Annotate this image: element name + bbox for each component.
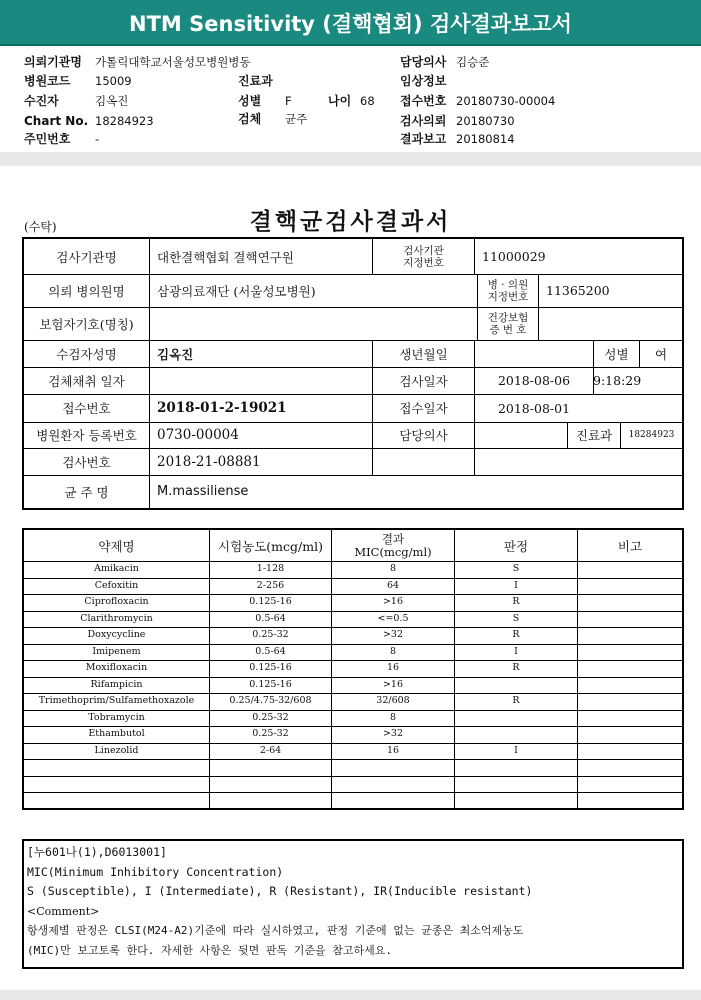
test-date-label: 검사일자 bbox=[399, 373, 448, 389]
patient-name-label: 수검자성명 bbox=[56, 346, 117, 362]
title-bar bbox=[0, 0, 701, 46]
specimen-label: 검체 bbox=[238, 112, 262, 126]
result-judge-cell: I bbox=[514, 745, 518, 756]
request-label: 검사의뢰 bbox=[400, 114, 447, 128]
note-mic-definition: MIC(Minimum Inhibitory Concentration) bbox=[27, 864, 284, 879]
result-drug-cell: Doxycycline bbox=[87, 629, 146, 640]
result-mic-cell: 16 bbox=[386, 745, 400, 756]
result-conc-cell: 2-256 bbox=[256, 580, 285, 591]
result-conc-cell: 0.125-16 bbox=[249, 662, 292, 673]
sutak-label: (수탁) bbox=[24, 220, 57, 234]
test-no-value: 2018-21-08881 bbox=[157, 453, 261, 470]
collector-label: 수진자 bbox=[24, 94, 59, 108]
result-conc-cell: 0.25-32 bbox=[252, 629, 289, 640]
hospital-code-value: 15009 bbox=[95, 74, 132, 88]
result-judge-cell: R bbox=[512, 662, 520, 673]
test-time-value: 9:18:29 bbox=[593, 373, 642, 388]
patient-name-value: 김옥진 bbox=[157, 346, 194, 362]
request-value: 20180730 bbox=[456, 114, 515, 128]
result-conc-cell: 0.125-16 bbox=[249, 596, 292, 607]
note-comment-2: (MIC)만 보고토록 한다. 자세한 사항은 뒷면 판독 기준을 참고하세요. bbox=[27, 943, 392, 957]
hosp-code-label-1: 병 · 의원 bbox=[487, 278, 529, 291]
resident-value: - bbox=[95, 132, 100, 146]
age-value: 68 bbox=[360, 94, 375, 108]
hosp-code-value: 11365200 bbox=[546, 283, 610, 298]
lab-code-value: 11000029 bbox=[482, 249, 546, 264]
result-judge-cell: R bbox=[512, 629, 520, 640]
sex-label-cell: 성별 bbox=[604, 346, 629, 362]
receipt-value: 2018-01-2-19021 bbox=[157, 400, 287, 416]
doctor-cell-label: 담당의사 bbox=[399, 428, 448, 443]
result-drug-cell: Moxifloxacin bbox=[85, 662, 148, 673]
institution-value: 가톨릭대학교서울성모병원병동 bbox=[95, 55, 251, 69]
note-code: [누601나(1),D6013001] bbox=[27, 845, 167, 859]
strain-value: M.massiliense bbox=[157, 484, 249, 499]
result-drug-cell: Ciprofloxacin bbox=[84, 596, 149, 607]
institution-label: 의뢰기관명 bbox=[24, 55, 82, 69]
result-mic-cell: >16 bbox=[382, 679, 404, 690]
doctor-label: 담당의사 bbox=[400, 55, 447, 69]
result-judge-cell: S bbox=[512, 563, 520, 574]
result-conc-cell: 1-128 bbox=[256, 563, 285, 574]
strain-label: 균 주 명 bbox=[64, 484, 109, 500]
result-judge-cell bbox=[455, 726, 577, 742]
dept-value-cell: 18284923 bbox=[628, 430, 675, 440]
result-conc-cell: 0.5-64 bbox=[255, 613, 286, 624]
col-mic-header-1: 결과 bbox=[381, 531, 405, 546]
results-table bbox=[22, 528, 684, 810]
result-drug-cell: Rifampicin bbox=[90, 679, 143, 690]
result-drug-cell: Clarithromycin bbox=[80, 613, 153, 624]
result-mic-cell: >32 bbox=[382, 728, 404, 739]
lab-name-label: 검사기관명 bbox=[56, 249, 117, 265]
info-table bbox=[22, 237, 684, 510]
bottom-band bbox=[0, 990, 701, 1000]
result-mic-cell: <=0.5 bbox=[377, 613, 409, 624]
result-drug-cell: Imipenem bbox=[92, 646, 141, 657]
chart-label: Chart No. bbox=[24, 114, 89, 128]
result-judge-cell: S bbox=[512, 613, 520, 624]
specimen-value: 균주 bbox=[285, 112, 308, 126]
sex-value-cell: 여 bbox=[654, 346, 668, 362]
result-judge-cell: R bbox=[512, 596, 520, 607]
health-ins-label-1: 건강보험 bbox=[487, 311, 529, 324]
receipt-date-value: 2018-08-01 bbox=[497, 400, 571, 416]
result-conc-cell: 2-64 bbox=[259, 745, 282, 756]
result-mic-cell: 8 bbox=[389, 646, 397, 657]
col-conc-header: 시험농도(mcg/ml) bbox=[218, 538, 323, 554]
resident-label: 주민번호 bbox=[24, 132, 71, 146]
req-hospital-label: 의뢰 병의원명 bbox=[48, 283, 125, 299]
receipt-no-label: 접수번호 bbox=[400, 94, 447, 108]
result-conc-cell: 0.25/4.75-32/608 bbox=[229, 695, 312, 706]
clinical-label: 임상정보 bbox=[400, 74, 447, 88]
reg-no-value: 0730-00004 bbox=[157, 427, 239, 443]
notes-box bbox=[22, 839, 684, 969]
result-drug-cell: Trimethoprim/Sulfamethoxazole bbox=[38, 695, 195, 706]
age-label: 나이 bbox=[328, 94, 352, 108]
document-title: 결핵균검사결과서 bbox=[249, 208, 452, 235]
receipt-date-label: 접수일자 bbox=[399, 401, 448, 416]
dept-label-cell: 진료과 bbox=[575, 428, 613, 443]
separator-band bbox=[0, 152, 701, 166]
test-date-value: 2018-08-06 bbox=[497, 373, 571, 388]
report-title: NTM Sensitivity (결핵협회) 검사결과보고서 bbox=[129, 12, 572, 36]
result-mic-cell: >16 bbox=[382, 596, 404, 607]
collector-value: 김옥진 bbox=[95, 94, 129, 108]
receipt-label: 접수번호 bbox=[62, 401, 111, 416]
doctor-value: 김승준 bbox=[456, 55, 490, 69]
lab-code-label-2: 지정번호 bbox=[403, 256, 444, 269]
chart-value: 18284923 bbox=[95, 114, 154, 128]
result-judge-cell bbox=[455, 710, 577, 726]
result-drug-cell: Ethambutol bbox=[88, 728, 145, 739]
row-divider bbox=[24, 792, 682, 793]
result-conc-cell: 0.5-64 bbox=[255, 646, 286, 657]
result-judge-cell bbox=[455, 677, 577, 693]
result-conc-cell: 0.25-32 bbox=[252, 712, 289, 723]
insured-label: 보험자기호(명칭) bbox=[39, 316, 134, 332]
col-judge-header: 판정 bbox=[503, 538, 529, 554]
result-drug-cell: Tobramycin bbox=[88, 712, 145, 723]
note-comment-1: 항생제별 판정은 CLSI(M24-A2)기준에 따라 실시하였고, 판정 기준에 없는 균종은 최소억제농도 bbox=[27, 924, 524, 937]
test-no-label: 검사번호 bbox=[62, 454, 111, 470]
result-conc-cell: 0.25-32 bbox=[252, 728, 289, 739]
report-value: 20180814 bbox=[456, 132, 515, 146]
collect-date-label: 검체채취 일자 bbox=[48, 373, 125, 389]
result-mic-cell: 64 bbox=[386, 580, 400, 591]
result-mic-cell: 32/608 bbox=[376, 695, 410, 706]
col-remark-header: 비고 bbox=[617, 538, 643, 554]
col-mic-header-2: MIC(mcg/ml) bbox=[354, 544, 432, 559]
row-divider bbox=[24, 759, 682, 760]
result-judge-cell: I bbox=[514, 646, 518, 657]
sex-label: 성별 bbox=[238, 94, 262, 108]
result-judge-cell: I bbox=[514, 580, 518, 591]
receipt-no-value: 20180730-00004 bbox=[456, 94, 556, 108]
result-mic-cell: >32 bbox=[382, 629, 404, 640]
result-conc-cell: 0.125-16 bbox=[249, 679, 292, 690]
hospital-code-label: 병원코드 bbox=[24, 74, 71, 88]
health-ins-label-2: 증 번 호 bbox=[489, 323, 527, 336]
result-drug-cell: Linezolid bbox=[94, 745, 139, 756]
report-label: 결과보고 bbox=[400, 132, 447, 146]
result-judge-cell: R bbox=[512, 695, 520, 706]
result-mic-cell: 8 bbox=[389, 712, 397, 723]
sex-value: F bbox=[285, 94, 292, 108]
result-drug-cell: Amikacin bbox=[94, 563, 139, 574]
result-mic-cell: 8 bbox=[389, 563, 397, 574]
result-drug-cell: Cefoxitin bbox=[94, 580, 139, 591]
reg-no-label: 병원환자 등록번호 bbox=[36, 428, 137, 443]
birth-label: 생년월일 bbox=[399, 346, 448, 362]
result-mic-cell: 16 bbox=[386, 662, 400, 673]
row-divider bbox=[24, 776, 682, 777]
col-drug-header: 약제명 bbox=[98, 538, 135, 554]
department-label: 진료과 bbox=[238, 74, 273, 88]
req-hospital-value: 삼광의료재단 (서울성모병원) bbox=[157, 283, 316, 299]
hosp-code-label-2: 지정번호 bbox=[487, 290, 529, 303]
note-comment-header: <Comment> bbox=[27, 904, 100, 918]
lab-code-label-1: 검사기관 bbox=[403, 244, 444, 257]
lab-name-value: 대한결핵협회 결핵연구원 bbox=[157, 249, 294, 265]
note-legend: S (Susceptible), I (Intermediate), R (Resistant), IR(Inducible resistant) bbox=[27, 884, 533, 898]
